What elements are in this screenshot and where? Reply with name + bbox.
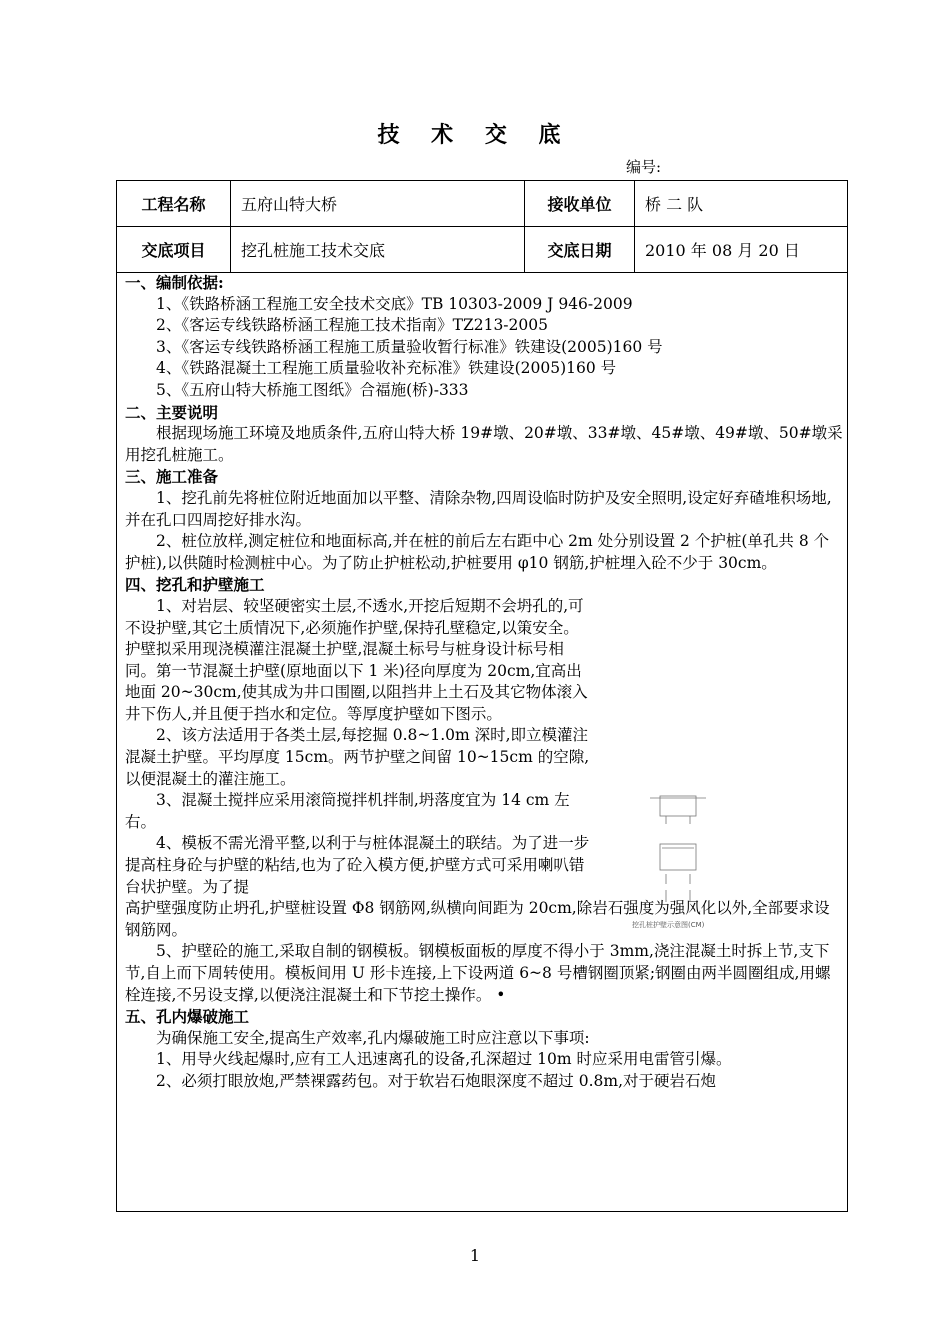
header-table bbox=[116, 180, 848, 273]
section-heading: 三、施工准备 bbox=[125, 467, 219, 487]
section-heading: 一、编制依据: bbox=[125, 273, 224, 292]
subject-label: 交底项目 bbox=[117, 227, 231, 273]
paragraph: 2、必须打眼放炮,严禁裸露药包。对于软岩石炮眼深度不超过 0.8m,对于硬岩石炮 bbox=[156, 1071, 716, 1090]
reference-text: 3、《客运专线铁路桥涵工程施工质量验收暂行标准》铁建设(2005)160 号 bbox=[156, 337, 663, 356]
paragraph: 为确保施工安全,提高生产效率,孔内爆破施工时应注意以下事项: bbox=[156, 1028, 590, 1047]
page-number: 1 bbox=[469, 1246, 481, 1265]
date-label: 交底日期 bbox=[525, 227, 635, 273]
retaining-wall-diagram bbox=[650, 792, 706, 930]
receiver-value: 桥 二 队 bbox=[635, 181, 848, 227]
paragraph: 1、对岩层、较坚硬密实土层,不透水,开挖后短期不会坍孔的,可不设护壁,其它土质情况下,必须施作护壁,保持孔壁稳定,以策安全。护壁拟采用现浇模灌注混凝土护壁,混凝土标号与桩身设计标号相同。第一节混凝土护壁(原地面以下 1 米)径向厚度为 20cm,宜高出地面 20~30cm,使其成为井口围圈,以阻挡井上土石及其它物体滚入井下伤人,并且便于挡水和定位。等厚度护壁如下图示。 bbox=[125, 596, 588, 723]
reference-item bbox=[125, 337, 843, 359]
reference-item bbox=[125, 380, 843, 402]
paragraph: 根据现场施工环境及地质条件,五府山特大桥 19#墩、20#墩、33#墩、45#墩、49#墩、50#墩采用挖孔桩施工。 bbox=[125, 424, 843, 464]
paragraph: 1、用导火线起爆时,应有工人迅速离孔的设备,孔深超过 10m 时应采用电雷管引爆。 bbox=[156, 1050, 732, 1069]
section-heading: 四、挖孔和护壁施工 bbox=[125, 575, 265, 595]
reference-text: 2、《客运专线铁路桥涵工程施工技术指南》TZ213-2005 bbox=[156, 316, 548, 335]
subject-value: 挖孔桩施工技术交底 bbox=[231, 227, 525, 273]
paragraph: 5、护壁砼的施工,采取自制的钢模板。钢模板面板的厚度不得小于 3mm,浇注混凝土时拆上节,支下节,自上而下周转使用。模板间用 U 形卡连接,上下设两道 6~8 号槽钢圈顶紧;钢圈由两半圆圈组成,用螺栓连接,不另设支撑,以便浇注混凝土和下节挖土操作。 • bbox=[125, 942, 831, 1004]
body-content bbox=[125, 272, 843, 1093]
paragraph: 1、挖孔前先将桩位附近地面加以平整、清除杂物,四周设临时防护及安全照明,设定好弃碴堆积场地,并在孔口四周挖好排水沟。 bbox=[125, 488, 832, 529]
section-heading: 二、主要说明 bbox=[125, 402, 219, 422]
header-row bbox=[117, 181, 848, 227]
figure-caption: 挖孔桩护壁示意图(CM) bbox=[632, 921, 705, 929]
receiver-label: 接收单位 bbox=[525, 181, 635, 227]
paragraph: 4、模板不需光滑平整,以利于与桩体混凝土的联结。为了进一步提高柱身砼与护壁的粘结,也为了砼入模方便,护壁方式可采用喇叭错台状护壁。为了提 bbox=[125, 834, 590, 896]
date-value: 2010 年 08 月 20 日 bbox=[635, 227, 848, 273]
reference-item bbox=[125, 294, 843, 316]
reference-text: 4、《铁路混凝土工程施工质量验收补充标准》铁建设(2005)160 号 bbox=[156, 359, 617, 378]
reference-item bbox=[125, 315, 843, 337]
paragraph: 3、混凝土搅拌应采用滚筒搅拌机拌制,坍落度宜为 14 cm 左右。 bbox=[125, 791, 570, 831]
body-box bbox=[116, 272, 848, 1212]
paragraph: 2、桩位放样,测定桩位和地面标高,并在桩的前后左右距中心 2m 处分别设置 2 个护桩(单孔共 8 个护桩),以供随时检测桩中心。为了防止护桩松动,护桩要用 φ10 钢筋,护桩埋入砼不少于 30cm。 bbox=[125, 532, 830, 572]
doc-title: 技 术 交 底 bbox=[377, 122, 573, 148]
project-name-label: 工程名称 bbox=[117, 181, 231, 227]
header-row bbox=[117, 227, 848, 273]
reference-text: 5、《五府山特大桥施工图纸》合福施(桥)-333 bbox=[156, 380, 469, 399]
reference-text: 1、《铁路桥涵工程施工安全技术交底》TB 10303-2009 J 946-2009 bbox=[156, 294, 633, 313]
paragraph: 2、该方法适用于各类土层,每挖掘 0.8~1.0m 深时,即立模灌注混凝土护壁。平均厚度 15cm。两节护壁之间留 10~15cm 的空隙,以便混凝土的灌注施工。 bbox=[125, 726, 590, 788]
doc-number-label: 编号: bbox=[626, 158, 662, 176]
paragraph: 高护壁强度防止坍孔,护壁桩设置 Φ8 钢筋网,纵横向间距为 20cm,除岩石强度为强风化以外,全部要求设钢筋网。 bbox=[125, 899, 830, 939]
reference-item bbox=[125, 358, 843, 380]
section-heading: 五、孔内爆破施工 bbox=[125, 1007, 250, 1027]
project-name-value: 五府山特大桥 bbox=[231, 181, 525, 227]
